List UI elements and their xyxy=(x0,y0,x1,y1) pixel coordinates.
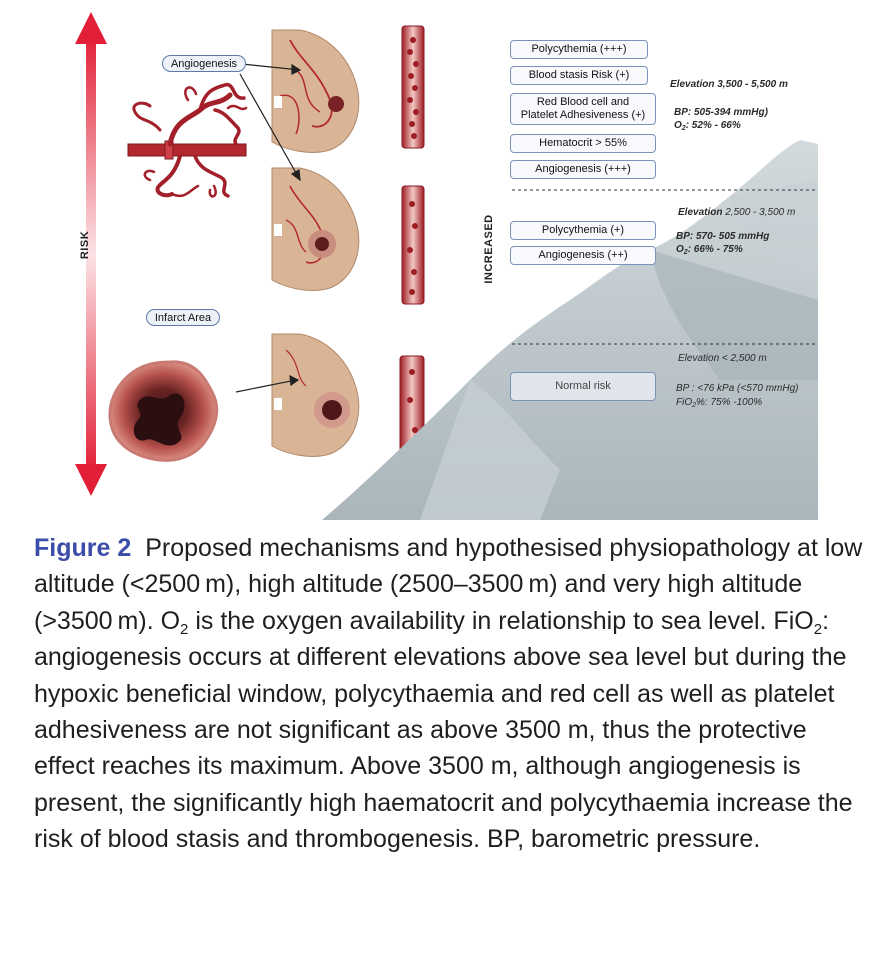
angiogenesis-very-high-box: Angiogenesis (+++) xyxy=(510,160,656,179)
increased-label: INCREASED xyxy=(483,214,495,284)
caption-text-2: is the oxygen availability in relationship to sea level. FiO xyxy=(188,606,814,635)
o2-very-high: $O_2$: 52% - 66% xyxy=(674,120,741,132)
vascular-tree-illustration xyxy=(128,85,246,197)
bp-high: BP: 570- 505 mmHg xyxy=(676,231,770,242)
caption-text-3: : angiogenesis occurs at different elevations above sea level but during the hypoxic beneficial window, polycythaemia and red cell as well as platelet adhesiveness are not significant as above 3500 m, thus the protective effect reaches its maximum. Above 3500 m, although angiogenesis is present, the significantly high haematocrit and polycythaemia increase the risk of blood stasis and thrombogenesis. BP, barometric pressure. xyxy=(34,606,853,854)
figure-label: Figure 2 xyxy=(34,534,132,562)
vessel-tube-high xyxy=(402,186,424,304)
vessel-tube-very-high xyxy=(402,26,424,148)
bp-very-high: BP: 505-394 mmHg) xyxy=(674,107,768,118)
polycythemia-very-high-box: Polycythemia (+++) xyxy=(510,40,648,59)
angiogenesis-label: Angiogenesis xyxy=(162,55,246,72)
caption-subscript-fio2: 2 xyxy=(813,620,823,638)
polycythemia-high-box: Polycythemia (+) xyxy=(510,221,656,240)
brain-section-top xyxy=(272,30,359,152)
mountain-illustration xyxy=(322,140,818,520)
elevation-low: Elevation < 2,500 m xyxy=(678,353,767,364)
blood-stasis-risk-box: Blood stasis Risk (+) xyxy=(510,66,648,85)
o2-high: $O_2$: 66% - 75% xyxy=(676,244,743,256)
fio2-low: FiO$_2$%: 75% -100% xyxy=(676,397,763,409)
elevation-very-high: Elevation 3,500 - 5,500 m xyxy=(670,79,788,90)
caption-text-1: Proposed mechanisms and hypothesised physiopathology at low altitude (<2500 m), high altitude (2500–3500 m) and very high altitude (>3500 m). O xyxy=(34,534,863,635)
elevation-high: Elevation 2,500 - 3,500 m xyxy=(678,207,796,218)
bp-low: BP : <76 kPa (<570 mmHg) xyxy=(676,383,799,394)
angiogenesis-high-box: Angiogenesis (++) xyxy=(510,246,656,265)
rbc-platelet-adhesiveness-box: Red Blood cell and Platelet Adhesiveness (+) xyxy=(510,93,656,125)
brain-section-bottom xyxy=(272,334,359,456)
normal-risk-box: Normal risk xyxy=(510,372,656,401)
risk-label: RISK xyxy=(79,230,91,260)
hematocrit-box: Hematocrit > 55% xyxy=(510,134,656,153)
figure-caption xyxy=(34,530,864,858)
infarct-area-label: Infarct Area xyxy=(146,309,220,326)
caption-subscript-o2: 2 xyxy=(180,620,189,638)
brain-section-middle xyxy=(272,168,359,290)
infarct-area-illustration xyxy=(110,362,217,461)
